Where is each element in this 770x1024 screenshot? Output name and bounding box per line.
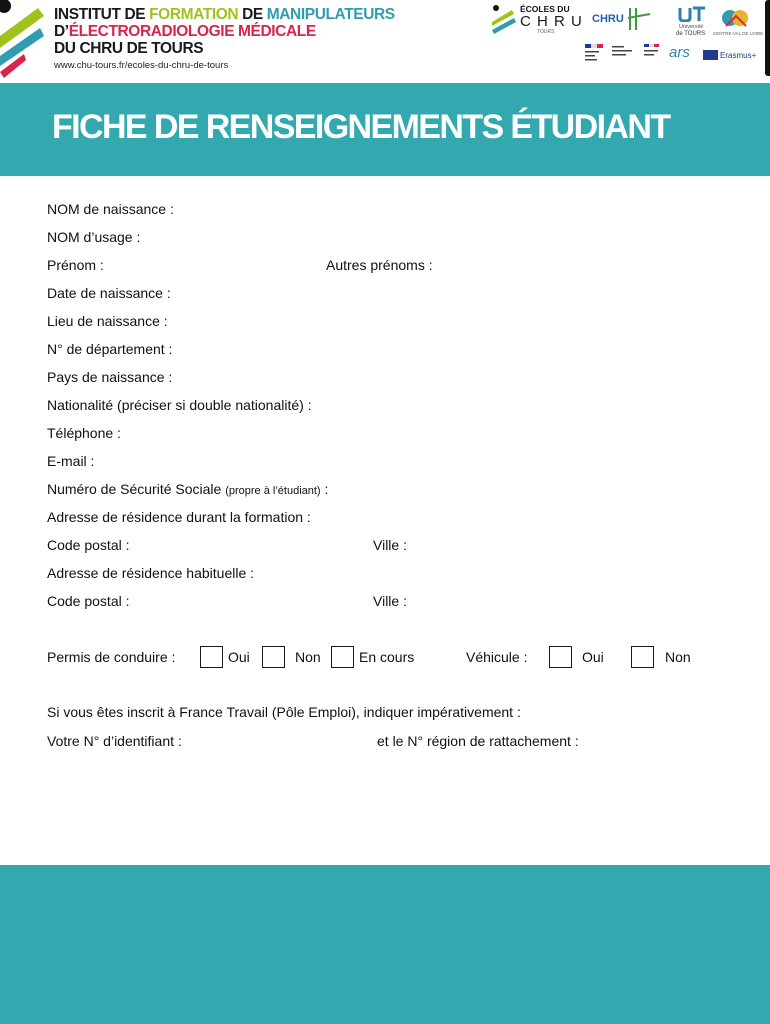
permis-en-cours-label: En cours (359, 649, 415, 665)
permis-label: Permis de conduire : (47, 649, 176, 665)
permis-non-checkbox[interactable] (262, 646, 285, 668)
republique-francaise-logo-icon (585, 44, 607, 64)
erasmus-logo-text: Erasmus+ (720, 51, 757, 60)
ecoles-chru-logo-icon (490, 4, 520, 34)
vehicule-oui-checkbox[interactable] (549, 646, 572, 668)
field-ville-2: Ville : (373, 593, 407, 609)
field-date-naissance: Date de naissance : (47, 285, 171, 301)
permis-oui-label: Oui (228, 649, 250, 665)
universite-tours-logo-icon (678, 6, 706, 22)
field-autres-prenoms: Autres prénoms : (326, 257, 433, 273)
institute-name-line-1: INSTITUT DE FORMATION DE MANIPULATEURS (54, 6, 395, 23)
permis-non-label: Non (295, 649, 321, 665)
permis-en-cours-checkbox[interactable] (331, 646, 354, 668)
footer-band (0, 865, 770, 1024)
universite-logo-line-1: Université (679, 24, 704, 30)
ministere-sante-logo-icon (644, 44, 664, 64)
region-centre-val-de-loire-logo-icon (720, 8, 752, 30)
permis-oui-checkbox[interactable] (200, 646, 223, 668)
vehicule-non-checkbox[interactable] (631, 646, 654, 668)
chru-logo: CHRU (592, 13, 624, 25)
field-telephone: Téléphone : (47, 425, 121, 441)
field-nom-usage: NOM d’usage : (47, 229, 141, 245)
page-title: FICHE DE RENSEIGNEMENTS ÉTUDIANT (52, 108, 670, 146)
field-nom-naissance: NOM de naissance : (47, 201, 174, 217)
ecoles-logo-line-1: ÉCOLES DU (520, 4, 570, 14)
vehicule-non-label: Non (665, 649, 691, 665)
right-edge-marker (765, 0, 770, 76)
field-adresse-habituelle: Adresse de résidence habituelle : (47, 565, 255, 581)
chru-logo-mark-icon (624, 6, 654, 32)
field-pays-naissance: Pays de naissance : (47, 369, 173, 385)
ars-logo: ars (669, 44, 690, 61)
field-lieu-naissance: Lieu de naissance : (47, 313, 168, 329)
erasmus-flag-icon (703, 50, 718, 60)
field-identifiant: Votre N° d’identifiant : (47, 733, 182, 749)
field-region-rattachement: et le N° région de rattachement : (377, 733, 579, 749)
vehicule-oui-label: Oui (582, 649, 604, 665)
website-link[interactable]: www.chu-tours.fr/ecoles-du-chru-de-tours (54, 60, 229, 71)
field-securite-sociale: Numéro de Sécurité Sociale (propre à l’étudiant) : (47, 481, 329, 497)
region-logo-text: CENTRE-VAL DE LOIRE (713, 31, 764, 36)
field-prenom: Prénom : (47, 257, 104, 273)
field-code-postal-2: Code postal : (47, 593, 130, 609)
ecoles-logo-line-3: TOURS (537, 29, 555, 35)
field-ville-1: Ville : (373, 537, 407, 553)
field-adresse-formation: Adresse de résidence durant la formation : (47, 509, 311, 525)
field-code-postal-1: Code postal : (47, 537, 130, 553)
institute-name-line-3: DU CHRU DE TOURS (54, 40, 204, 57)
institute-name-line-2: D’ÉLECTRORADIOLOGIE MÉDICALE (54, 23, 316, 40)
field-nationalite: Nationalité (préciser si double nationalité) : (47, 397, 312, 413)
vehicule-label: Véhicule : (466, 649, 528, 665)
field-departement: N° de département : (47, 341, 173, 357)
field-email: E-mail : (47, 453, 95, 469)
universite-logo-line-2: de TOURS (676, 31, 706, 37)
ecoles-logo-line-2: C H R U (520, 13, 583, 30)
institute-logo-mark (0, 0, 52, 80)
ministere-logo-icon (612, 44, 638, 64)
france-travail-instruction: Si vous êtes inscrit à France Travail (Pôle Emploi), indiquer impérativement : (47, 704, 521, 720)
